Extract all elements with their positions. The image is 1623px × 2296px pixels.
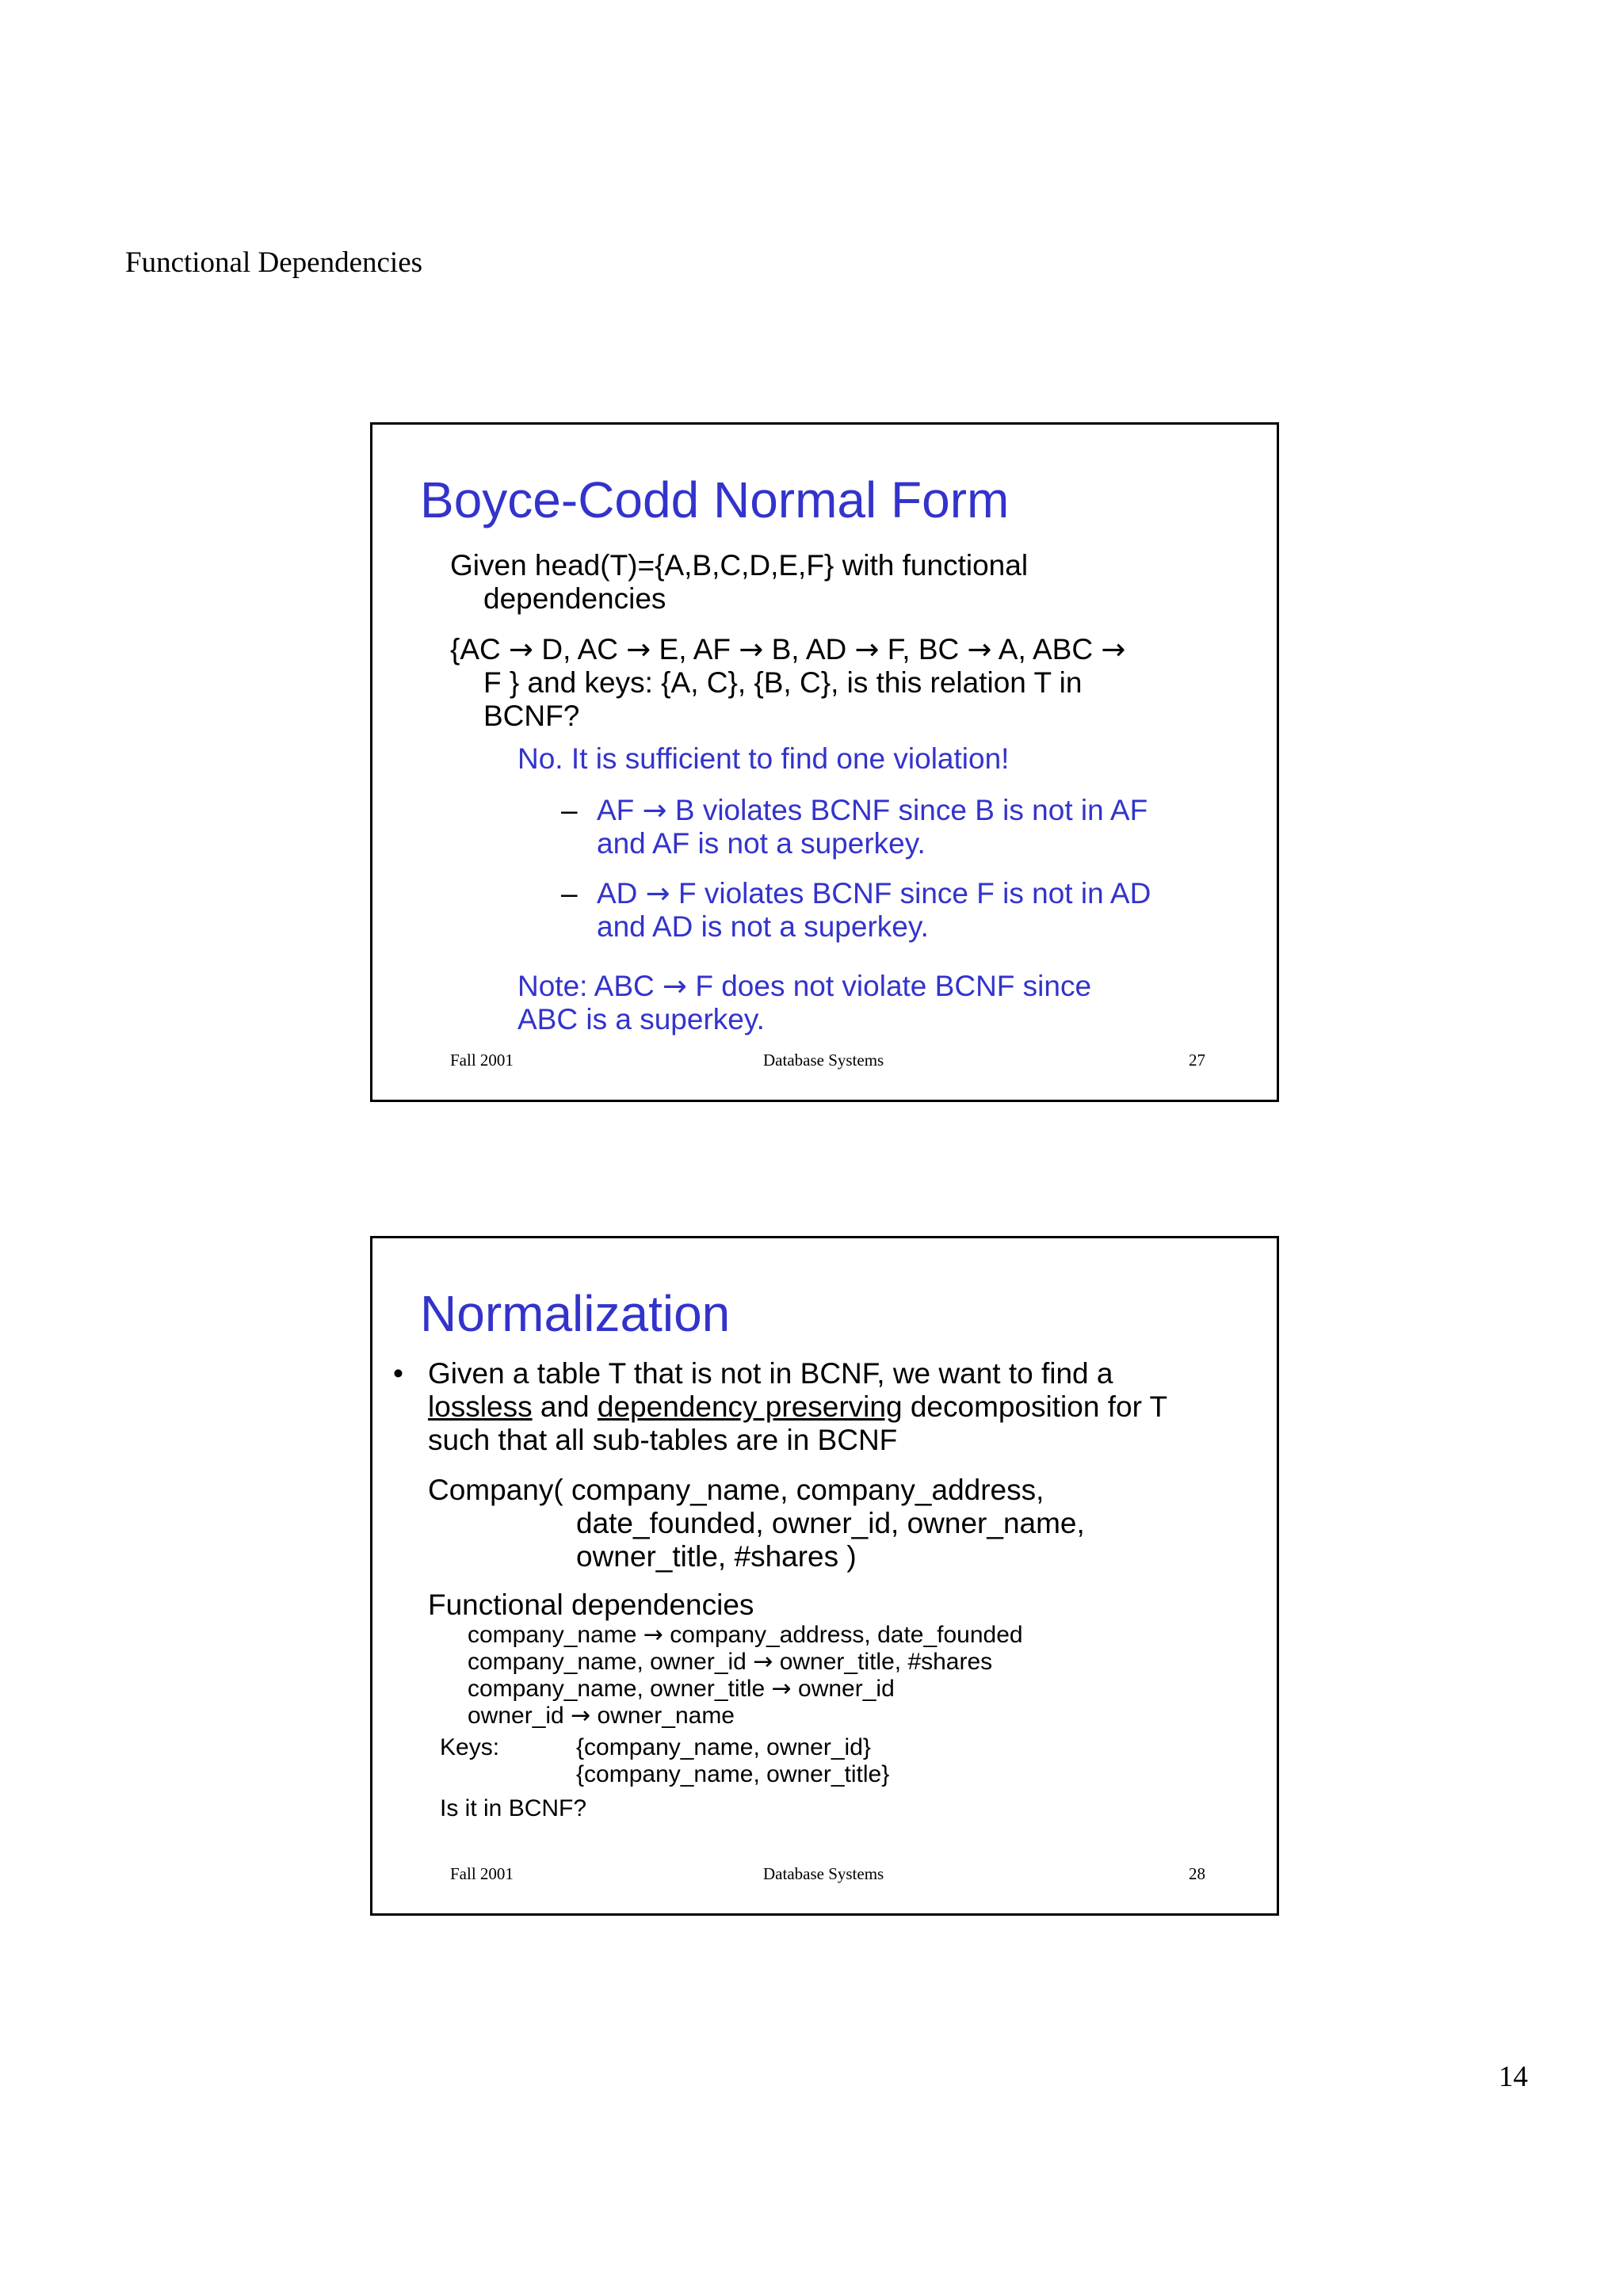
slide-title: Normalization xyxy=(420,1285,731,1342)
dependency-preserving-term: dependency preserving xyxy=(597,1390,903,1423)
bcnf-goal-text: Given a table T that is not in BCNF, we want to find a xyxy=(428,1357,1113,1390)
fd-line: owner_id → owner_name xyxy=(468,1702,735,1730)
dash-bullet: – xyxy=(561,794,578,826)
violation-1: AF → B violates BCNF since B is not in AF xyxy=(597,793,1148,827)
bcnf-goal-text-end: such that all sub-tables are in BCNF xyxy=(428,1424,898,1456)
bullet-marker: • xyxy=(393,1357,403,1390)
answer-text: No. It is sufficient to find one violation! xyxy=(517,742,1010,775)
violation-1-cont: and AF is not a superkey. xyxy=(597,827,926,860)
note-text-cont: ABC is a superkey. xyxy=(517,1003,765,1035)
slide-footer-number: 27 xyxy=(1189,1051,1205,1070)
slide-footer-left: Fall 2001 xyxy=(450,1864,514,1883)
fd-set-line-3: BCNF? xyxy=(483,700,580,732)
lossless-term: lossless xyxy=(428,1390,533,1423)
fd-heading: Functional dependencies xyxy=(428,1589,754,1621)
slide-boyce-codd xyxy=(370,422,1279,1102)
fd-line: company_name, owner_id → owner_title, #shares xyxy=(468,1648,993,1676)
fd-line: company_name → company_address, date_founded xyxy=(468,1621,1023,1649)
page-header: Functional Dependencies xyxy=(125,246,423,279)
given-text: Given head(T)={A,B,C,D,E,F} with functional xyxy=(450,549,1029,582)
dash-bullet: – xyxy=(561,877,578,910)
company-schema-cont: date_founded, owner_id, owner_name, xyxy=(576,1507,1085,1539)
bcnf-goal-text-cont: lossless and dependency preserving decomposition for T xyxy=(428,1390,1168,1423)
page-number: 14 xyxy=(1499,2061,1528,2093)
violation-2: AD → F violates BCNF since F is not in AD xyxy=(597,876,1151,910)
keys-label: Keys: xyxy=(440,1734,500,1760)
company-schema: Company( company_name, company_address, xyxy=(428,1474,1044,1506)
given-text-cont: dependencies xyxy=(483,582,666,615)
fd-line: company_name, owner_title → owner_id xyxy=(468,1675,895,1703)
slide-footer-left: Fall 2001 xyxy=(450,1051,514,1070)
slide-title: Boyce-Codd Normal Form xyxy=(420,471,1010,528)
slide-normalization xyxy=(370,1236,1279,1916)
slide-footer-center: Database Systems xyxy=(763,1864,884,1883)
fd-set-line: {AC → D, AC → E, AF → B, AD → F, BC → A, ABC → xyxy=(450,632,1126,666)
fd-set-line-2: F } and keys: {A, C}, {B, C}, is this relation T in xyxy=(483,666,1083,699)
bcnf-question: Is it in BCNF? xyxy=(440,1795,587,1821)
violation-2-cont: and AD is not a superkey. xyxy=(597,910,929,943)
slide-footer-center: Database Systems xyxy=(763,1051,884,1070)
key-1: {company_name, owner_id} xyxy=(576,1734,871,1760)
note-text: Note: ABC → F does not violate BCNF since xyxy=(517,969,1092,1003)
key-2: {company_name, owner_title} xyxy=(576,1761,890,1787)
company-schema-end: owner_title, #shares ) xyxy=(576,1540,857,1573)
slide-footer-number: 28 xyxy=(1189,1864,1205,1883)
